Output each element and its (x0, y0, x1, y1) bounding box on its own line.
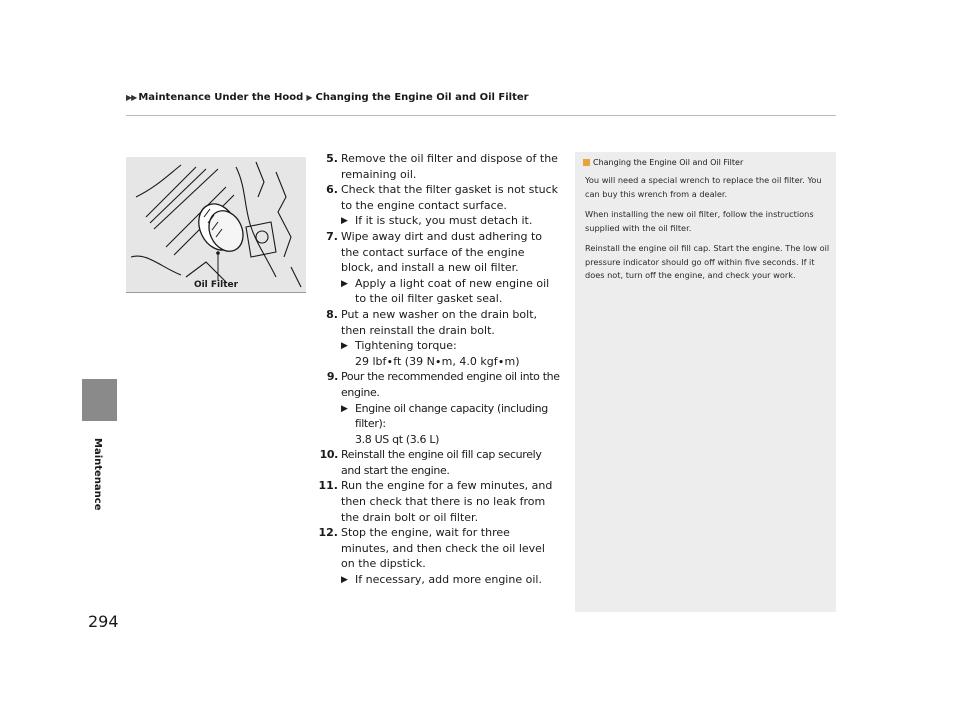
breadcrumb-current: Changing the Engine Oil and Oil Filter (315, 92, 529, 103)
step-item (310, 307, 560, 369)
step-text: Stop the engine, wait for three minutes, and then check the oil level on the dipstick. (341, 526, 545, 571)
substep-arrow-icon: ▶ (341, 403, 348, 414)
step-substep (341, 276, 560, 307)
substep-value: 29 lbf∙ft (39 N∙m, 4.0 kgf∙m) (355, 354, 520, 368)
notes-sidebar (575, 152, 836, 612)
breadcrumb-parent[interactable]: Maintenance Under the Hood (138, 92, 304, 103)
step-number: 9. (326, 370, 338, 384)
notes-paragraph: Reinstall the engine oil fill cap. Start the engine. The low oil pressure indicator should go off within five seconds. If it does not, turn off the engine, and check your work. (585, 243, 830, 280)
notes-paragraph: When installing the new oil filter, follow the instructions supplied with the oil filter. (585, 209, 814, 233)
breadcrumb-separator-icon: ▶ (306, 93, 313, 102)
step-text: Put a new washer on the drain bolt, then reinstall the drain bolt. (341, 307, 538, 337)
step-text: Wipe away dirt and dust adhering to the contact surface of the engine block, and install a new oil filter. (341, 229, 543, 275)
substep-text: Tightening torque: (355, 339, 457, 353)
substep-text: Apply a light coat of new engine oil to the oil filter gasket seal. (355, 276, 550, 306)
oil-filter-figure (126, 157, 306, 293)
step-item (310, 478, 560, 525)
substep-arrow-icon: ▶ (341, 278, 348, 289)
substep-arrow-icon: ▶ (341, 575, 348, 586)
step-substep (341, 401, 560, 448)
notes-body (585, 174, 830, 290)
reference-icon (583, 159, 590, 166)
substep-text: Engine oil change capacity (including filter): (355, 401, 548, 431)
step-substep (341, 213, 560, 229)
substep-arrow-icon: ▶ (341, 341, 348, 352)
step-item (310, 369, 560, 447)
step-number: 10. (319, 448, 338, 462)
oil-filter-illustration (126, 157, 306, 292)
substep-text: If it is stuck, you must detach it. (355, 214, 533, 228)
section-tab-label: Maintenance (92, 438, 103, 511)
step-text: Reinstall the engine oil fill cap securely and start the engine. (341, 448, 542, 477)
step-number: 5. (326, 152, 338, 165)
step-number: 6. (326, 183, 338, 197)
step-item (310, 182, 560, 229)
step-text: Check that the filter gasket is not stuck to the engine contact surface. (341, 183, 559, 212)
step-substep (341, 572, 560, 588)
step-item (310, 447, 560, 478)
step-text: Remove the oil filter and dispose of the remaining oil. (341, 152, 558, 181)
breadcrumb (126, 92, 529, 103)
header-divider (126, 115, 836, 116)
notes-title-text: Changing the Engine Oil and Oil Filter (593, 158, 744, 167)
substep-value: 3.8 US qt (3.6 L) (355, 432, 440, 446)
breadcrumb-arrow-icon: ▶▶ (126, 93, 137, 102)
step-item (310, 525, 560, 587)
section-tab-marker (82, 379, 117, 421)
page-number: 294 (88, 612, 119, 631)
step-number: 11. (318, 479, 338, 493)
step-number: 8. (326, 307, 338, 321)
step-text: Run the engine for a few minutes, and then check that there is no leak from the drain bolt or oil filter. (341, 479, 553, 524)
notes-paragraph: You will need a special wrench to replace the oil filter. You can buy this wrench from a dealer. (585, 175, 822, 199)
step-item (310, 151, 560, 182)
step-substep (341, 338, 560, 369)
substep-text: If necessary, add more engine oil. (355, 573, 542, 587)
figure-caption: Oil Filter (193, 280, 239, 290)
procedure-steps (310, 151, 560, 588)
substep-arrow-icon: ▶ (341, 216, 348, 227)
step-number: 12. (318, 526, 338, 540)
step-number: 7. (326, 229, 338, 243)
step-text: Pour the recommended engine oil into the engine. (341, 370, 560, 399)
step-item (310, 229, 560, 307)
notes-title (583, 158, 743, 167)
